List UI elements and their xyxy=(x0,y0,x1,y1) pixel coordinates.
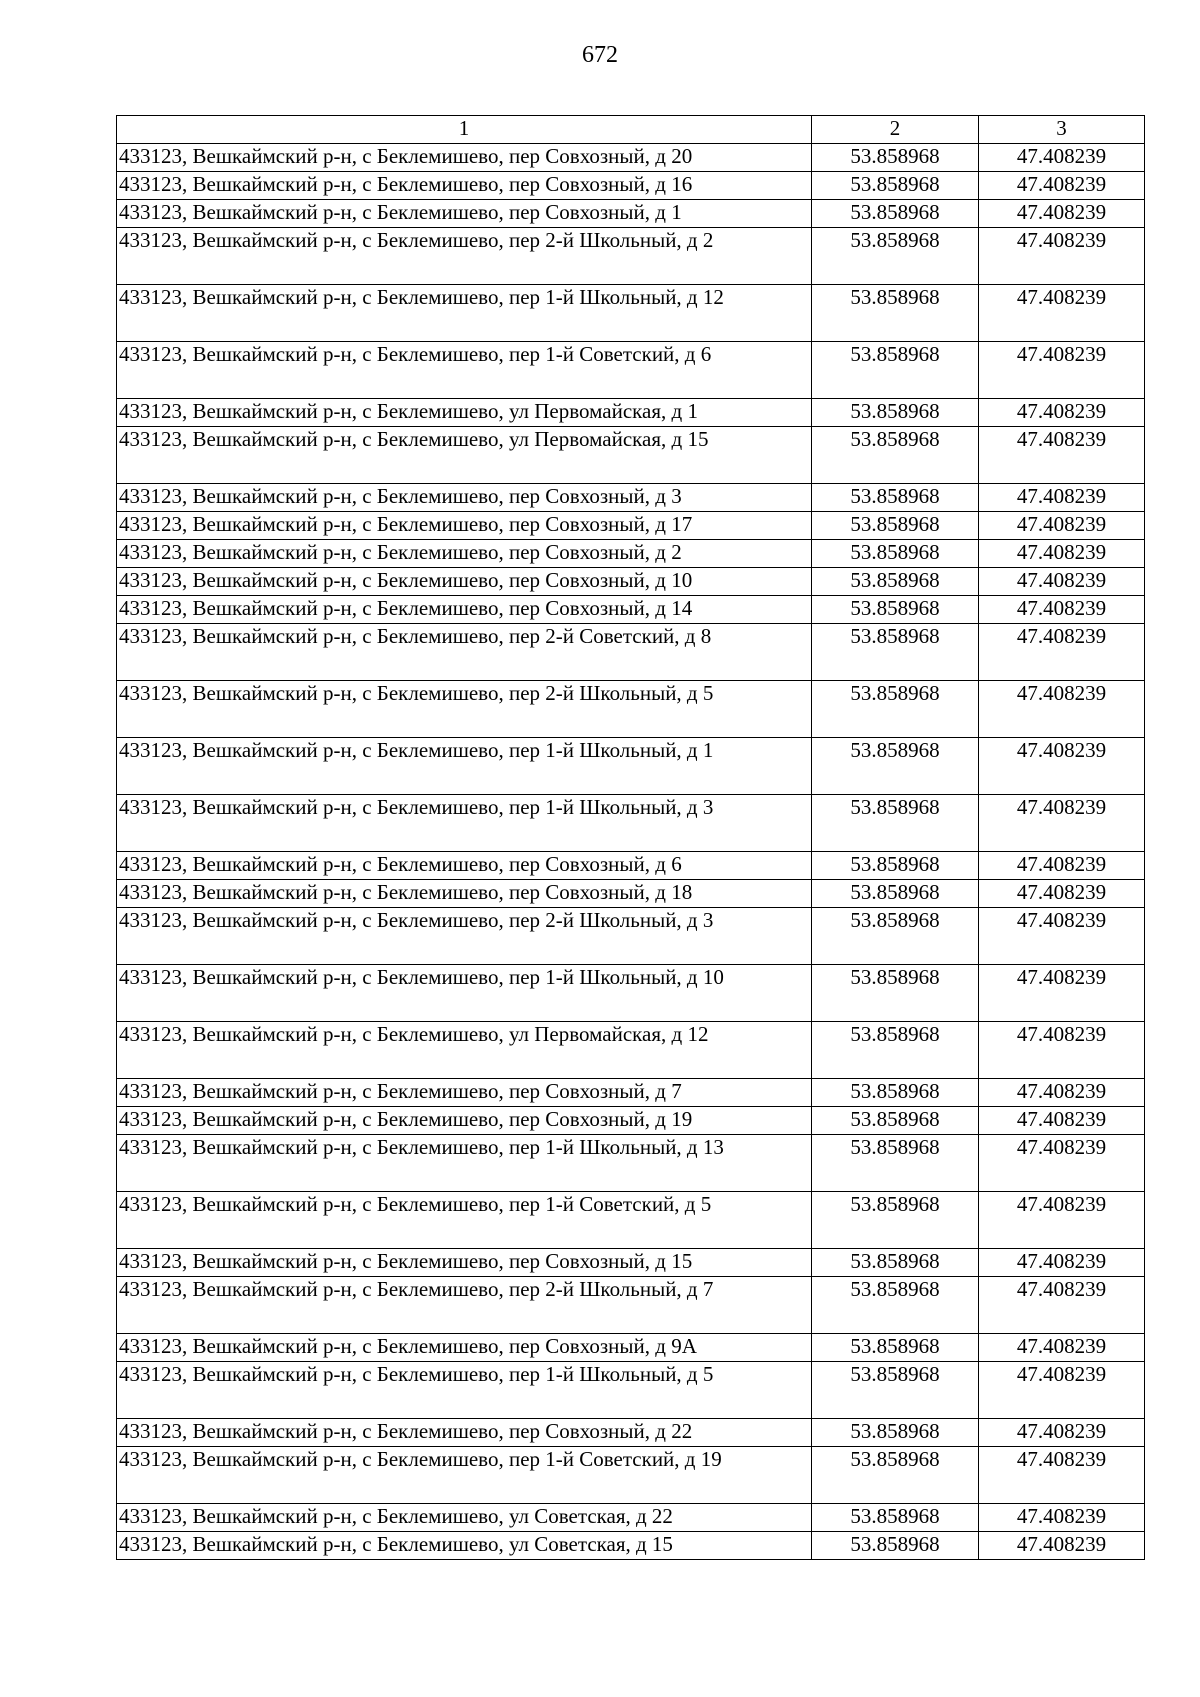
longitude-cell: 47.408239 xyxy=(979,1334,1145,1362)
page-number: 672 xyxy=(582,42,618,68)
address-table xyxy=(116,115,1145,1560)
table-row xyxy=(117,596,1145,624)
table-row xyxy=(117,427,1145,484)
latitude-cell: 53.858968 xyxy=(812,427,979,484)
table-row xyxy=(117,399,1145,427)
longitude-cell: 47.408239 xyxy=(979,342,1145,399)
address-cell: 433123, Вешкаймский р-н, с Беклемишево, пер 1-й Школьный, д 10 xyxy=(117,965,812,1022)
address-cell: 433123, Вешкаймский р-н, с Беклемишево, ул Первомайская, д 1 xyxy=(117,399,812,427)
table-row xyxy=(117,681,1145,738)
latitude-cell: 53.858968 xyxy=(812,1277,979,1334)
latitude-cell: 53.858968 xyxy=(812,908,979,965)
column-header-1: 1 xyxy=(117,116,812,144)
latitude-cell: 53.858968 xyxy=(812,681,979,738)
table-row xyxy=(117,965,1145,1022)
address-cell: 433123, Вешкаймский р-н, с Беклемишево, пер 1-й Школьный, д 3 xyxy=(117,795,812,852)
address-cell: 433123, Вешкаймский р-н, с Беклемишево, пер Совхозный, д 16 xyxy=(117,172,812,200)
latitude-cell: 53.858968 xyxy=(812,144,979,172)
longitude-cell: 47.408239 xyxy=(979,285,1145,342)
longitude-cell: 47.408239 xyxy=(979,1107,1145,1135)
longitude-cell: 47.408239 xyxy=(979,200,1145,228)
table-row xyxy=(117,1334,1145,1362)
address-cell: 433123, Вешкаймский р-н, с Беклемишево, пер Совхозный, д 3 xyxy=(117,484,812,512)
address-cell: 433123, Вешкаймский р-н, с Беклемишево, пер 2-й Школьный, д 7 xyxy=(117,1277,812,1334)
table-row xyxy=(117,1192,1145,1249)
latitude-cell: 53.858968 xyxy=(812,1022,979,1079)
longitude-cell: 47.408239 xyxy=(979,1135,1145,1192)
address-cell: 433123, Вешкаймский р-н, с Беклемишево, пер Совхозный, д 1 xyxy=(117,200,812,228)
latitude-cell: 53.858968 xyxy=(812,512,979,540)
latitude-cell: 53.858968 xyxy=(812,1362,979,1419)
longitude-cell: 47.408239 xyxy=(979,908,1145,965)
latitude-cell: 53.858968 xyxy=(812,1249,979,1277)
address-cell: 433123, Вешкаймский р-н, с Беклемишево, пер 1-й Школьный, д 5 xyxy=(117,1362,812,1419)
longitude-cell: 47.408239 xyxy=(979,1504,1145,1532)
latitude-cell: 53.858968 xyxy=(812,228,979,285)
table-row xyxy=(117,512,1145,540)
latitude-cell: 53.858968 xyxy=(812,200,979,228)
latitude-cell: 53.858968 xyxy=(812,1334,979,1362)
latitude-cell: 53.858968 xyxy=(812,1447,979,1504)
address-cell: 433123, Вешкаймский р-н, с Беклемишево, пер 2-й Школьный, д 2 xyxy=(117,228,812,285)
address-cell: 433123, Вешкаймский р-н, с Беклемишево, пер Совхозный, д 7 xyxy=(117,1079,812,1107)
latitude-cell: 53.858968 xyxy=(812,342,979,399)
address-cell: 433123, Вешкаймский р-н, с Беклемишево, пер 1-й Советский, д 6 xyxy=(117,342,812,399)
longitude-cell: 47.408239 xyxy=(979,852,1145,880)
longitude-cell: 47.408239 xyxy=(979,596,1145,624)
table-row xyxy=(117,852,1145,880)
longitude-cell: 47.408239 xyxy=(979,484,1145,512)
longitude-cell: 47.408239 xyxy=(979,144,1145,172)
latitude-cell: 53.858968 xyxy=(812,285,979,342)
table-row xyxy=(117,1419,1145,1447)
table-row xyxy=(117,342,1145,399)
table-row xyxy=(117,484,1145,512)
longitude-cell: 47.408239 xyxy=(979,1419,1145,1447)
latitude-cell: 53.858968 xyxy=(812,1192,979,1249)
longitude-cell: 47.408239 xyxy=(979,1022,1145,1079)
latitude-cell: 53.858968 xyxy=(812,624,979,681)
table-row xyxy=(117,540,1145,568)
longitude-cell: 47.408239 xyxy=(979,738,1145,795)
address-cell: 433123, Вешкаймский р-н, с Беклемишево, пер Совхозный, д 14 xyxy=(117,596,812,624)
latitude-cell: 53.858968 xyxy=(812,1079,979,1107)
table-row xyxy=(117,908,1145,965)
address-cell: 433123, Вешкаймский р-н, с Беклемишево, пер 1-й Школьный, д 12 xyxy=(117,285,812,342)
table-row xyxy=(117,1362,1145,1419)
address-cell: 433123, Вешкаймский р-н, с Беклемишево, пер Совхозный, д 18 xyxy=(117,880,812,908)
address-cell: 433123, Вешкаймский р-н, с Беклемишево, пер Совхозный, д 6 xyxy=(117,852,812,880)
table-row xyxy=(117,880,1145,908)
table-row xyxy=(117,1107,1145,1135)
table-row xyxy=(117,1022,1145,1079)
longitude-cell: 47.408239 xyxy=(979,427,1145,484)
longitude-cell: 47.408239 xyxy=(979,965,1145,1022)
table-row xyxy=(117,1135,1145,1192)
table-row xyxy=(117,285,1145,342)
longitude-cell: 47.408239 xyxy=(979,399,1145,427)
address-cell: 433123, Вешкаймский р-н, с Беклемишево, пер 2-й Школьный, д 5 xyxy=(117,681,812,738)
address-cell: 433123, Вешкаймский р-н, с Беклемишево, пер Совхозный, д 15 xyxy=(117,1249,812,1277)
address-cell: 433123, Вешкаймский р-н, с Беклемишево, пер Совхозный, д 2 xyxy=(117,540,812,568)
column-header-2: 2 xyxy=(812,116,979,144)
longitude-cell: 47.408239 xyxy=(979,568,1145,596)
table-header-row xyxy=(117,116,1145,144)
longitude-cell: 47.408239 xyxy=(979,228,1145,285)
address-cell: 433123, Вешкаймский р-н, с Беклемишево, пер 1-й Школьный, д 1 xyxy=(117,738,812,795)
address-cell: 433123, Вешкаймский р-н, с Беклемишево, пер Совхозный, д 19 xyxy=(117,1107,812,1135)
latitude-cell: 53.858968 xyxy=(812,852,979,880)
address-cell: 433123, Вешкаймский р-н, с Беклемишево, пер Совхозный, д 10 xyxy=(117,568,812,596)
table-row xyxy=(117,200,1145,228)
table-row xyxy=(117,1504,1145,1532)
longitude-cell: 47.408239 xyxy=(979,540,1145,568)
latitude-cell: 53.858968 xyxy=(812,540,979,568)
table-row xyxy=(117,1249,1145,1277)
latitude-cell: 53.858968 xyxy=(812,738,979,795)
longitude-cell: 47.408239 xyxy=(979,1277,1145,1334)
latitude-cell: 53.858968 xyxy=(812,880,979,908)
table-row xyxy=(117,1079,1145,1107)
column-header-3: 3 xyxy=(979,116,1145,144)
table-row xyxy=(117,624,1145,681)
longitude-cell: 47.408239 xyxy=(979,681,1145,738)
latitude-cell: 53.858968 xyxy=(812,399,979,427)
longitude-cell: 47.408239 xyxy=(979,1532,1145,1560)
table-row xyxy=(117,568,1145,596)
address-cell: 433123, Вешкаймский р-н, с Беклемишево, пер Совхозный, д 17 xyxy=(117,512,812,540)
longitude-cell: 47.408239 xyxy=(979,880,1145,908)
longitude-cell: 47.408239 xyxy=(979,512,1145,540)
address-cell: 433123, Вешкаймский р-н, с Беклемишево, ул Советская, д 15 xyxy=(117,1532,812,1560)
longitude-cell: 47.408239 xyxy=(979,1249,1145,1277)
table-row xyxy=(117,144,1145,172)
address-cell: 433123, Вешкаймский р-н, с Беклемишево, пер 1-й Школьный, д 13 xyxy=(117,1135,812,1192)
latitude-cell: 53.858968 xyxy=(812,596,979,624)
table-row xyxy=(117,228,1145,285)
latitude-cell: 53.858968 xyxy=(812,1135,979,1192)
address-cell: 433123, Вешкаймский р-н, с Беклемишево, пер 2-й Советский, д 8 xyxy=(117,624,812,681)
table-row xyxy=(117,1277,1145,1334)
longitude-cell: 47.408239 xyxy=(979,172,1145,200)
address-cell: 433123, Вешкаймский р-н, с Беклемишево, ул Первомайская, д 15 xyxy=(117,427,812,484)
table-body xyxy=(117,144,1145,1560)
table-row xyxy=(117,795,1145,852)
table-row xyxy=(117,1532,1145,1560)
latitude-cell: 53.858968 xyxy=(812,1419,979,1447)
table-row xyxy=(117,738,1145,795)
longitude-cell: 47.408239 xyxy=(979,1192,1145,1249)
address-cell: 433123, Вешкаймский р-н, с Беклемишево, пер Совхозный, д 22 xyxy=(117,1419,812,1447)
address-cell: 433123, Вешкаймский р-н, с Беклемишево, ул Первомайская, д 12 xyxy=(117,1022,812,1079)
table-row xyxy=(117,1447,1145,1504)
longitude-cell: 47.408239 xyxy=(979,1079,1145,1107)
longitude-cell: 47.408239 xyxy=(979,1447,1145,1504)
latitude-cell: 53.858968 xyxy=(812,1107,979,1135)
longitude-cell: 47.408239 xyxy=(979,795,1145,852)
address-cell: 433123, Вешкаймский р-н, с Беклемишево, пер 1-й Советский, д 5 xyxy=(117,1192,812,1249)
address-cell: 433123, Вешкаймский р-н, с Беклемишево, пер Совхозный, д 9А xyxy=(117,1334,812,1362)
table-row xyxy=(117,172,1145,200)
latitude-cell: 53.858968 xyxy=(812,795,979,852)
latitude-cell: 53.858968 xyxy=(812,172,979,200)
address-cell: 433123, Вешкаймский р-н, с Беклемишево, пер 2-й Школьный, д 3 xyxy=(117,908,812,965)
address-cell: 433123, Вешкаймский р-н, с Беклемишево, ул Советская, д 22 xyxy=(117,1504,812,1532)
latitude-cell: 53.858968 xyxy=(812,484,979,512)
longitude-cell: 47.408239 xyxy=(979,1362,1145,1419)
latitude-cell: 53.858968 xyxy=(812,1504,979,1532)
longitude-cell: 47.408239 xyxy=(979,624,1145,681)
address-cell: 433123, Вешкаймский р-н, с Беклемишево, пер 1-й Советский, д 19 xyxy=(117,1447,812,1504)
latitude-cell: 53.858968 xyxy=(812,1532,979,1560)
latitude-cell: 53.858968 xyxy=(812,965,979,1022)
latitude-cell: 53.858968 xyxy=(812,568,979,596)
address-cell: 433123, Вешкаймский р-н, с Беклемишево, пер Совхозный, д 20 xyxy=(117,144,812,172)
